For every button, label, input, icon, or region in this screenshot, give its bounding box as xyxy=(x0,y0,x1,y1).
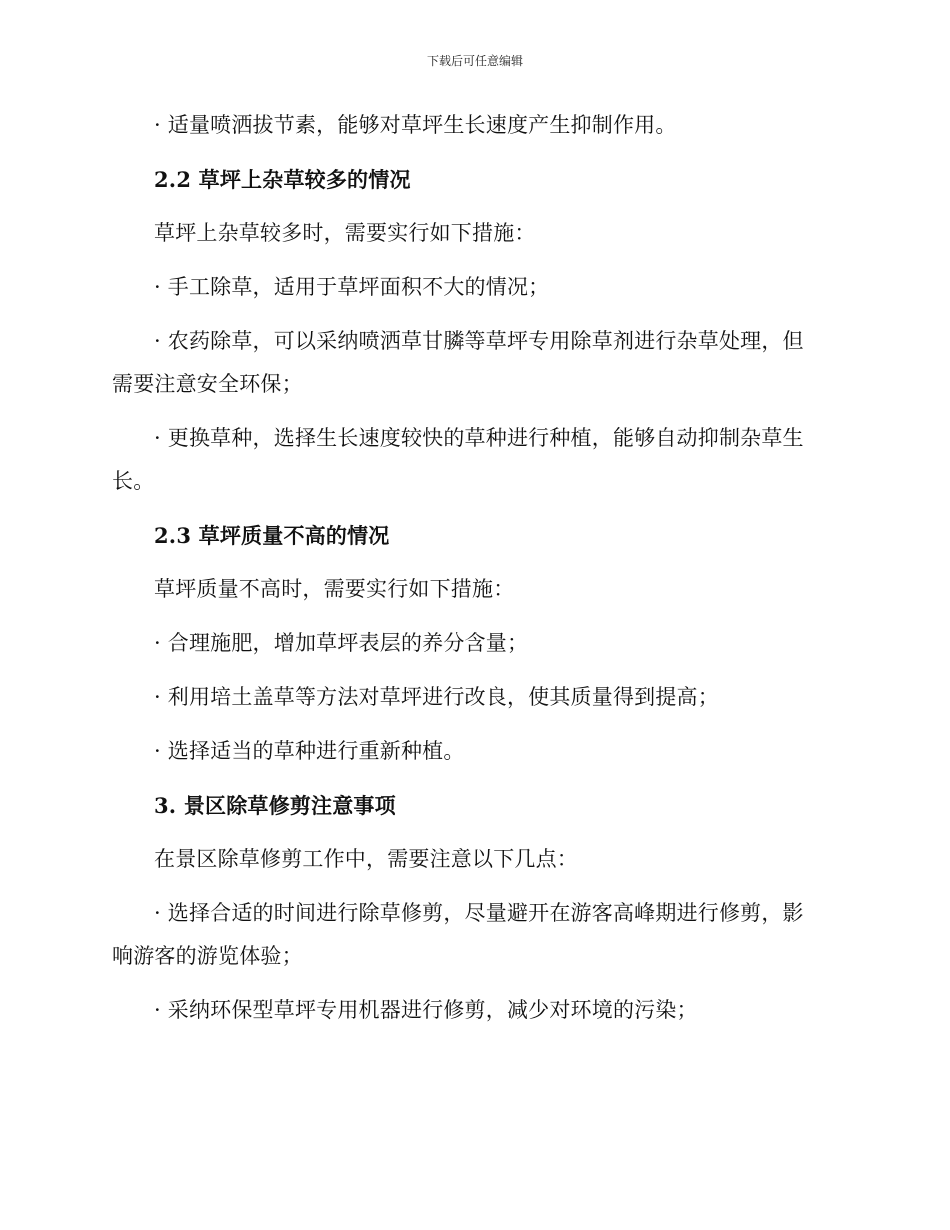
bullet-item: · 选择适当的草种进行重新种植。 xyxy=(154,739,465,763)
bullet-item: · 农药除草，可以采纳喷洒草甘膦等草坪专用除草剂进行杂草处理，但需要注意安全环保； xyxy=(112,329,804,396)
bullet-item: · 更换草种，选择生长速度较快的草种进行种植，能够自动抑制杂草生长。 xyxy=(112,426,804,493)
paragraph: 草坪上杂草较多时，需要实行如下措施： xyxy=(154,221,536,245)
section-heading: 2.2 草坪上杂草较多的情况 xyxy=(154,167,411,192)
bullet-item: · 选择合适的时间进行除草修剪，尽量避开在游客高峰期进行修剪，影响游客的游览体验； xyxy=(112,901,804,968)
bullet-item: · 利用培土盖草等方法对草坪进行改良，使其质量得到提高； xyxy=(154,685,719,709)
paragraph: 在景区除草修剪工作中，需要注意以下几点： xyxy=(154,847,578,871)
document-body xyxy=(112,104,824,1043)
page-header: 下载后可任意编辑 xyxy=(426,54,523,68)
section-heading: 2.3 草坪质量不高的情况 xyxy=(154,523,390,548)
bullet-item: · 手工除草，适用于草坪面积不大的情况； xyxy=(154,275,550,299)
bullet-item: · 采纳环保型草坪专用机器进行修剪，减少对环境的污染； xyxy=(154,998,698,1022)
paragraph: 草坪质量不高时，需要实行如下措施： xyxy=(154,577,515,601)
bullet-item: · 适量喷洒拔节素，能够对草坪生长速度产生抑制作用。 xyxy=(154,113,677,137)
section-heading: 3. 景区除草修剪注意事项 xyxy=(154,793,396,818)
bullet-item: · 合理施肥，增加草坪表层的养分含量； xyxy=(154,631,529,655)
